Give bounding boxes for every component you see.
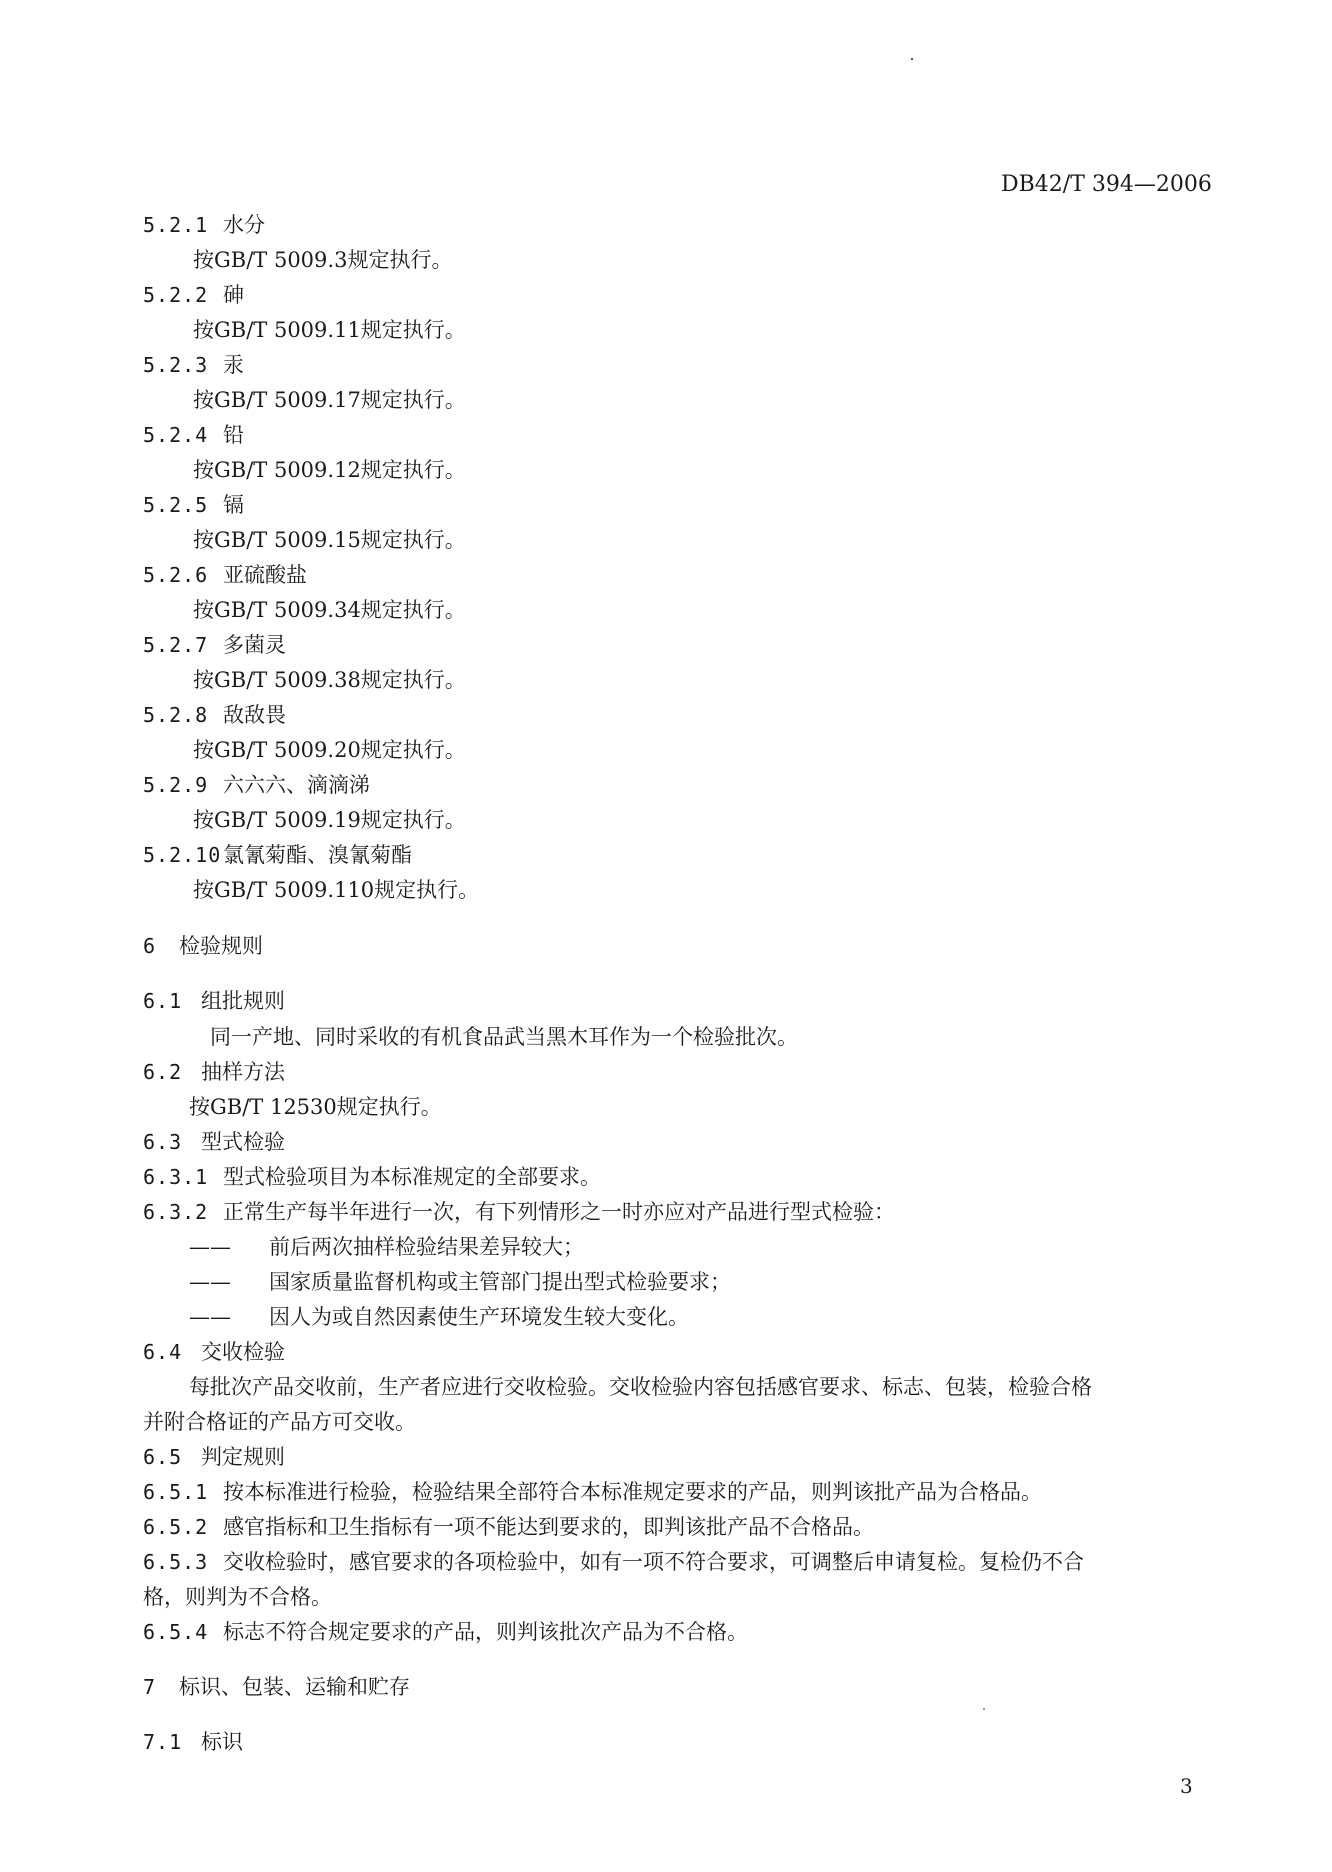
scan-speck xyxy=(911,58,913,60)
clause-text: 按GB/T 5009.17规定执行。 xyxy=(193,388,466,412)
clause-heading: 5.2.1 水分 xyxy=(143,213,265,237)
clause-text: 6.5.2 感官指标和卫生指标有一项不能达到要求的，即判该批产品不合格品。 xyxy=(143,1515,874,1539)
list-item: —— 因人为或自然因素使生产环境发生较大变化。 xyxy=(189,1305,689,1329)
clause-heading: 5.2.7 多菌灵 xyxy=(143,633,286,657)
clause-text: 按GB/T 5009.12规定执行。 xyxy=(193,458,466,482)
clause-text: 按GB/T 5009.20规定执行。 xyxy=(193,738,466,762)
clause-heading: 5.2.5 镉 xyxy=(143,493,244,517)
clause-text: 按GB/T 5009.38规定执行。 xyxy=(193,668,466,692)
clause-text: 6.5.1 按本标准进行检验，检验结果全部符合本标准规定要求的产品，则判该批产品为合格品。 xyxy=(143,1480,1042,1504)
scan-speck xyxy=(983,1708,985,1710)
clause-heading: 5.2.4 铅 xyxy=(143,423,244,447)
clause-text: 按GB/T 5009.110规定执行。 xyxy=(193,878,480,902)
list-item: —— 国家质量监督机构或主管部门提出型式检验要求； xyxy=(189,1270,731,1294)
clause-text: 按GB/T 5009.15规定执行。 xyxy=(193,528,466,552)
clause-heading: 5.2.9 六六六、滴滴涕 xyxy=(143,773,370,797)
page-number: 3 xyxy=(1180,1774,1193,1798)
clause-heading: 6.3 型式检验 xyxy=(143,1130,285,1154)
clause-text: 按GB/T 5009.34规定执行。 xyxy=(193,598,466,622)
clause-text: 每批次产品交收前，生产者应进行交收检验。交收检验内容包括感官要求、标志、包装，检验合格 xyxy=(189,1375,1092,1399)
clause-text: 6.3.1 型式检验项目为本标准规定的全部要求。 xyxy=(143,1165,601,1189)
clause-text: 6.5.4 标志不符合规定要求的产品，则判该批次产品为不合格。 xyxy=(143,1620,748,1644)
clause-heading: 5.2.8 敌敌畏 xyxy=(143,703,286,727)
clause-text: 按GB/T 5009.19规定执行。 xyxy=(193,808,466,832)
clause-text: 同一产地、同时采收的有机食品武当黑木耳作为一个检验批次。 xyxy=(210,1025,798,1049)
clause-heading: 6.5 判定规则 xyxy=(143,1445,285,1469)
clause-text: 按GB/T 5009.11规定执行。 xyxy=(193,318,466,342)
clause-heading: 5.2.3 汞 xyxy=(143,353,244,377)
clause-text: 按GB/T 12530规定执行。 xyxy=(189,1095,442,1119)
clause-text: 6.3.2 正常生产每半年进行一次，有下列情形之一时亦应对产品进行型式检验： xyxy=(143,1200,895,1224)
clause-text: 格，则判为不合格。 xyxy=(143,1585,332,1609)
clause-heading: 7.1 标识 xyxy=(143,1730,243,1754)
clause-heading: 5.2.6 亚硫酸盐 xyxy=(143,563,307,587)
clause-heading: 5.2.10氯氰菊酯、溴氰菊酯 xyxy=(143,843,412,867)
clause-heading: 6.1 组批规则 xyxy=(143,989,285,1013)
section-heading: 7 标识、包装、运输和贮存 xyxy=(143,1675,410,1699)
clause-heading: 5.2.2 砷 xyxy=(143,283,244,307)
standard-code: DB42/T 394—2006 xyxy=(1001,172,1212,197)
clause-text: 按GB/T 5009.3规定执行。 xyxy=(193,248,453,272)
list-item: —— 前后两次抽样检验结果差异较大； xyxy=(189,1235,584,1259)
clause-heading: 6.2 抽样方法 xyxy=(143,1060,285,1084)
section-heading: 6 检验规则 xyxy=(143,934,263,958)
clause-text: 6.5.3 交收检验时，感官要求的各项检验中，如有一项不符合要求，可调整后申请复检。复检仍不合 xyxy=(143,1550,1084,1574)
clause-text: 并附合格证的产品方可交收。 xyxy=(143,1410,416,1434)
clause-heading: 6.4 交收检验 xyxy=(143,1340,285,1364)
